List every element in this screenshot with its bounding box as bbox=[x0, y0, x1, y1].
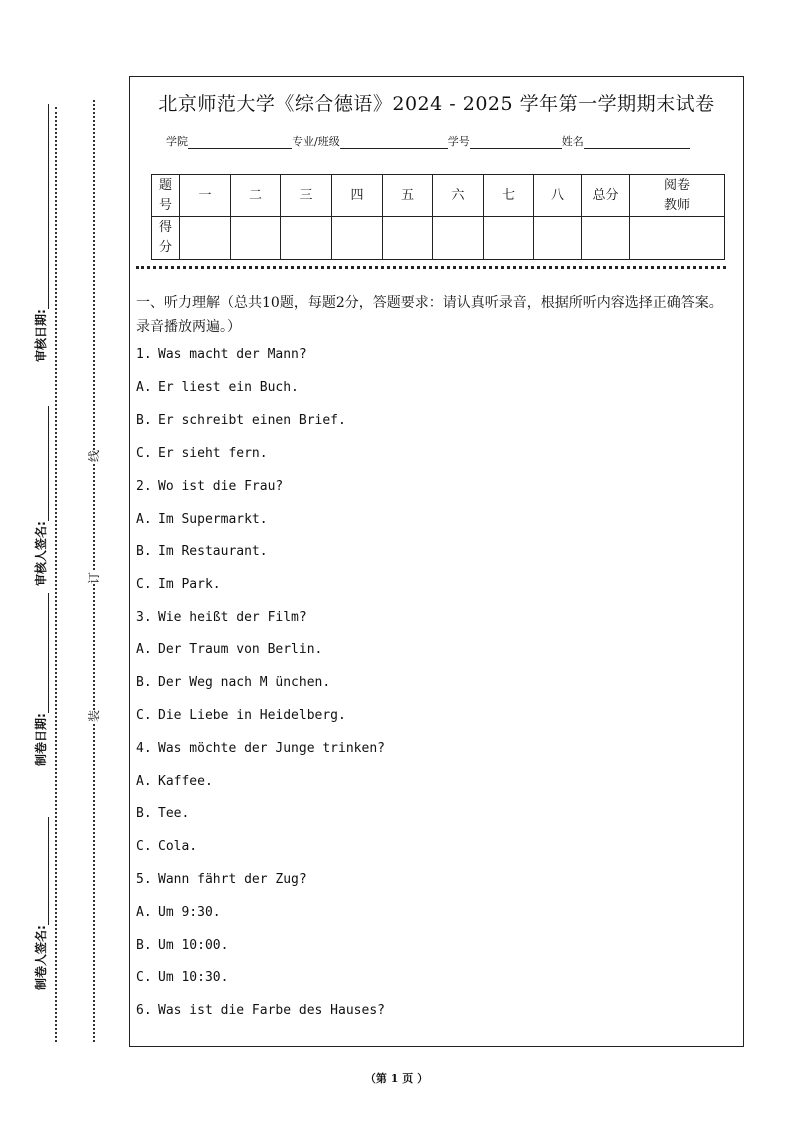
score-cell[interactable] bbox=[534, 217, 582, 260]
option-line: C. Er sieht fern. bbox=[136, 446, 268, 461]
name-label: 姓名 bbox=[561, 135, 584, 148]
binding-char-line: 线 bbox=[87, 449, 102, 463]
option-line: C. Im Park. bbox=[136, 577, 221, 592]
score-cell[interactable] bbox=[332, 217, 383, 260]
score-col-6: 六 bbox=[433, 175, 484, 217]
review-date-label: 审核日期: bbox=[32, 104, 49, 362]
score-cell[interactable] bbox=[484, 217, 534, 260]
student-id-label: 学号 bbox=[447, 135, 470, 148]
score-col-7: 七 bbox=[484, 175, 534, 217]
question-line: 1. Was macht der Mann? bbox=[136, 347, 307, 362]
score-col-total: 总分 bbox=[582, 175, 630, 217]
question-line: 3. Wie heißt der Film? bbox=[136, 610, 307, 625]
score-cell[interactable] bbox=[582, 217, 630, 260]
page-number: （第 1 页 ） bbox=[364, 1072, 429, 1085]
score-cell[interactable] bbox=[433, 217, 484, 260]
section-separator bbox=[136, 266, 726, 269]
score-cell[interactable] bbox=[383, 217, 433, 260]
binding-dotted-line-outer bbox=[55, 107, 57, 1042]
option-line: A. Kaffee. bbox=[136, 774, 213, 789]
option-line: A. Um 9:30. bbox=[136, 905, 221, 920]
score-table bbox=[151, 174, 725, 260]
score-row-header: 题 号 bbox=[152, 175, 180, 217]
option-line: A. Im Supermarkt. bbox=[136, 512, 268, 527]
option-line: A. Der Traum von Berlin. bbox=[136, 642, 323, 657]
major-class-blank[interactable] bbox=[340, 136, 448, 149]
exam-title: 北京师范大学《综合德语》2024 - 2025 学年第一学期期末试卷 bbox=[158, 93, 715, 115]
option-line: C. Cola. bbox=[136, 839, 198, 854]
section-1-heading: 一、听力理解（总共10题，每题2分，答题要求：请认真听录音，根据所听内容选择正确答案。录音播放两遍。） bbox=[136, 295, 723, 335]
college-label: 学院 bbox=[166, 135, 188, 148]
option-line: A. Er liest ein Buch. bbox=[136, 380, 299, 395]
score-col-4: 四 bbox=[332, 175, 383, 217]
binding-char-ding: 订 bbox=[87, 571, 102, 585]
score-cell[interactable] bbox=[630, 217, 725, 260]
score-col-1: 一 bbox=[180, 175, 231, 217]
score-cell[interactable] bbox=[231, 217, 281, 260]
question-line: 4. Was möchte der Junge trinken? bbox=[136, 741, 385, 756]
score-col-5: 五 bbox=[383, 175, 433, 217]
reviewer-signature-label: 审核人签名: bbox=[32, 406, 49, 586]
binding-char-zhuang: 装 bbox=[87, 709, 102, 723]
question-line: 2. Wo ist die Frau? bbox=[136, 479, 284, 494]
score-col-8: 八 bbox=[534, 175, 582, 217]
score-col-grader: 阅卷 教师 bbox=[630, 175, 725, 217]
score-cell[interactable] bbox=[281, 217, 332, 260]
score-cell[interactable] bbox=[180, 217, 231, 260]
score-col-2: 二 bbox=[231, 175, 281, 217]
score-row-points-header: 得 分 bbox=[152, 217, 180, 260]
option-line: B. Tee. bbox=[136, 806, 190, 821]
major-class-label: 专业/班级 bbox=[292, 135, 340, 148]
maker-signature-label: 制卷人签名: bbox=[32, 817, 49, 990]
maker-date-label: 制卷日期: bbox=[32, 593, 49, 766]
question-line: 6. Was ist die Farbe des Hauses? bbox=[136, 1003, 385, 1018]
exam-frame bbox=[129, 76, 744, 1047]
option-line: B. Er schreibt einen Brief. bbox=[136, 413, 346, 428]
name-blank[interactable] bbox=[584, 136, 690, 149]
option-line: C. Um 10:30. bbox=[136, 970, 229, 985]
student-info-row bbox=[166, 133, 726, 151]
question-line: 5. Wann fährt der Zug? bbox=[136, 872, 307, 887]
option-line: C. Die Liebe in Heidelberg. bbox=[136, 708, 346, 723]
score-col-3: 三 bbox=[281, 175, 332, 217]
student-id-blank[interactable] bbox=[470, 136, 562, 149]
option-line: B. Um 10:00. bbox=[136, 938, 229, 953]
college-blank[interactable] bbox=[188, 136, 292, 149]
option-line: B. Der Weg nach M ünchen. bbox=[136, 675, 331, 690]
option-line: B. Im Restaurant. bbox=[136, 544, 268, 559]
